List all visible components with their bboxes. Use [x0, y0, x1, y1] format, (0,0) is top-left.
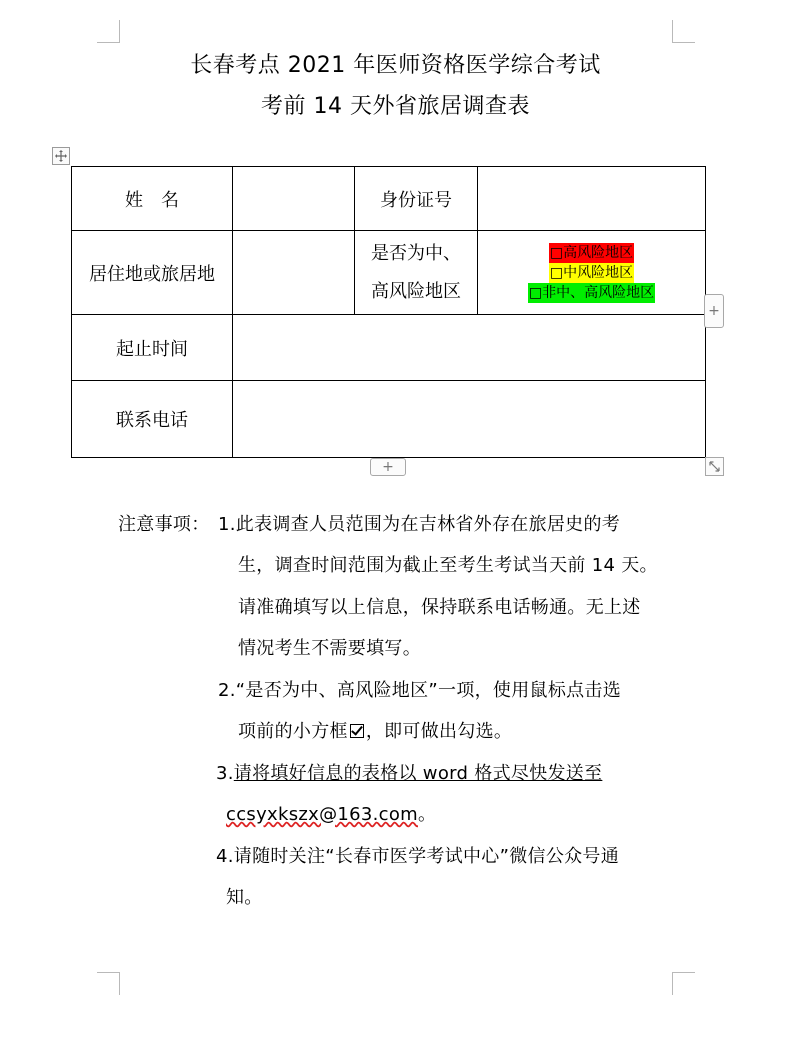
- note-2-line-1: 2.“是否为中、高风险地区”一项，使用鼠标点击选: [218, 680, 622, 701]
- residence-label-cell: [72, 231, 233, 315]
- table-row: [72, 167, 706, 231]
- residence-input-cell[interactable]: [233, 231, 355, 315]
- risk-label-line1: 是否为中、: [371, 242, 461, 264]
- page-corner-mark-top-right: [672, 20, 695, 43]
- table-resize-handle[interactable]: [705, 457, 724, 476]
- name-input-cell[interactable]: [233, 167, 355, 231]
- high-risk-checkbox-option[interactable]: □高风险地区: [549, 244, 634, 261]
- plus-icon: +: [708, 303, 720, 319]
- note-1-line-1: 1.此表调查人员范围为在吉林省外存在旅居史的考: [218, 514, 621, 535]
- page-corner-mark-bottom-left: [97, 972, 120, 995]
- resize-icon: [709, 461, 720, 472]
- plus-icon: +: [382, 459, 394, 475]
- move-table-icon: [55, 150, 67, 162]
- name-label: 姓 名: [125, 189, 179, 211]
- id-input-cell[interactable]: [478, 167, 706, 231]
- non-risk-checkbox-option[interactable]: □非中、高风险地区: [528, 284, 655, 301]
- risk-options-cell: [478, 231, 706, 315]
- note-2-text-b: ，即可做出勾选。: [365, 721, 513, 742]
- risk-label-cell: [355, 231, 478, 315]
- document-title: 长春考点 2021 年医师资格医学综合考试: [190, 53, 601, 78]
- note-3-line-1: [216, 759, 602, 785]
- period-label-cell: [72, 315, 233, 381]
- note-1-line-4: 情况考生不需要填写。: [238, 638, 421, 659]
- survey-table: [71, 166, 706, 458]
- note-1-line-2: 生，调查时间范围为截止至考生考试当天前 14 天。: [238, 555, 658, 576]
- risk-label-line2: 高风险地区: [371, 280, 461, 302]
- note-4-line-1: 4.请随时关注“长春市医学考试中心”微信公众号通: [216, 846, 620, 867]
- note-3-end: 。: [418, 804, 437, 825]
- table-row: [72, 231, 706, 315]
- id-number-label: 身份证号: [380, 189, 452, 211]
- period-input-cell[interactable]: [233, 315, 706, 381]
- table-row: [72, 315, 706, 381]
- note-2-text-a: 项前的小方框: [238, 721, 348, 742]
- table-row: [72, 381, 706, 458]
- page-corner-mark-top-left: [97, 20, 120, 43]
- note-1-line-3: 请准确填写以上信息，保持联系电话畅通。无上述: [238, 597, 641, 618]
- add-column-button[interactable]: [704, 294, 724, 328]
- id-label-cell: [355, 167, 478, 231]
- phone-label-cell: [72, 381, 233, 458]
- note-3-number: 3.: [216, 763, 234, 784]
- note-4-line-2: 知。: [226, 887, 263, 908]
- add-row-button[interactable]: [370, 458, 406, 476]
- name-label-cell: [72, 167, 233, 231]
- residence-label: 居住地或旅居地: [89, 263, 215, 285]
- notes-heading: 注意事项：: [118, 514, 210, 535]
- note-3-text: 请将填好信息的表格以 word 格式尽快发送至: [233, 763, 603, 784]
- mid-risk-checkbox-option[interactable]: □中风险地区: [549, 264, 634, 281]
- note-3-line-2: [226, 800, 436, 826]
- table-move-handle[interactable]: [52, 147, 70, 165]
- note-2-line-2: [238, 717, 512, 743]
- checked-box-icon: [350, 724, 364, 738]
- page-corner-mark-bottom-right: [672, 972, 695, 995]
- contact-email[interactable]: ccsyxkszx@163.com: [226, 804, 418, 825]
- period-label: 起止时间: [116, 338, 188, 360]
- phone-input-cell[interactable]: [233, 381, 706, 458]
- phone-label: 联系电话: [116, 410, 188, 431]
- document-subtitle: 考前 14 天外省旅居调查表: [261, 94, 530, 119]
